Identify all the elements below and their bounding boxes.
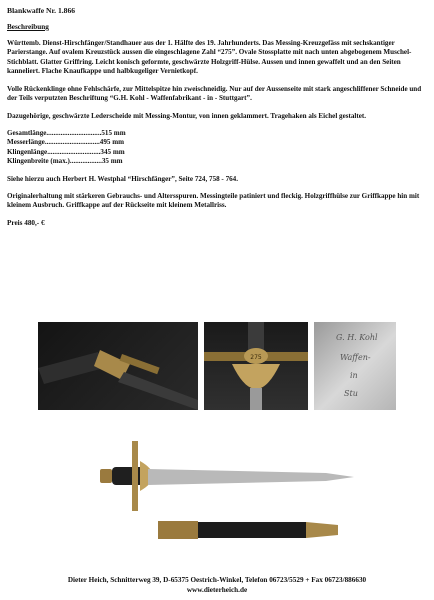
guard-number: 275 — [250, 354, 262, 361]
dimension-total-length: Gesamtlänge...............................515 mm — [7, 128, 126, 137]
dimension-knife-length: Messerlänge...............................495 mm — [7, 138, 125, 147]
blade-shape — [148, 469, 354, 485]
grip-detail-shape — [248, 322, 264, 352]
blade-root-shape — [250, 388, 262, 410]
description-page — [7, 6, 427, 227]
dimensions-list — [7, 129, 427, 167]
item-title: Blankwaffe Nr. 1.866 — [7, 6, 76, 15]
photo-gallery — [38, 322, 396, 570]
scabbard-chape-shape — [306, 522, 338, 538]
scabbard-throat-shape — [158, 521, 198, 539]
scabbard-shape — [118, 372, 198, 410]
crossguard-full-shape — [132, 441, 138, 511]
photo-guard-detail — [204, 322, 308, 410]
dimension-blade-length: Klingenlänge..............................345 mm — [7, 147, 125, 156]
photo-full-sword — [98, 417, 356, 567]
pommel-shape — [100, 469, 112, 483]
grip-shape — [38, 352, 104, 384]
full-sword-illustration — [98, 417, 356, 567]
inscription-line-3: in — [350, 371, 358, 380]
inscription-line-4: Stu — [344, 389, 358, 398]
photo-hilt-overview — [38, 322, 198, 410]
condition-text: Originalerhaltung mit stärkeren Gebrauchs- und Altersspuren. Messingteile patiniert und fleckig. Holzgriffhülse zur Griffkappe hin mit kleinem Ausbruch. Griffkappe auf der Rückseite mit kleinem Metallriss. — [7, 192, 420, 210]
hilt-overview-illustration — [38, 322, 198, 410]
shell-guard-shape — [232, 364, 280, 389]
inscription-line-2: Waffen- — [340, 353, 371, 362]
scabbard-body-shape — [198, 522, 306, 538]
description-paragraph-1: Württemb. Dienst-Hirschfänger/Standhauer aus der 1. Hälfte des 19. Jahrhunderts. Das Messing-Kreuzgefäss mit sechskantiger Parierstange. Auf ovalem Kreuzstück aussen die eingeschlagene Zahl “275”. Ovale Stossplatte mit nach unten abgebogenem Muschel-Stichblatt. Glatter Griffring. Leicht konisch geformte, geschwärzte Holzgriff-Hülse. Aussen und innen gewaffelt und an den Seiten kanneliert. Flache Knaufkappe und halbkugeliger Vernietkopf. — [7, 39, 412, 76]
reference-text: Siehe hierzu auch Herbert H. Westphal “Hirschfänger”, Seite 724, 758 - 764. — [7, 174, 238, 183]
footer-address: Dieter Heich, Schnitterweg 39, D-65375 Oestrich-Winkel, Telefon 06723/5529 + Fax 06723/886630 — [67, 576, 367, 584]
dimension-blade-width: Klingenbreite (max.)..................35 mm — [7, 157, 123, 166]
guard-detail-illustration — [204, 322, 308, 410]
inscription-line-1: G. H. Kohl — [336, 333, 378, 342]
inscription-illustration — [314, 322, 396, 410]
description-paragraph-3: Dazugehörige, geschwärzte Lederscheide mit Messing-Montur, von innen geklammert. Tragehaken als Eichel gestaltet. — [7, 111, 367, 120]
section-heading: Beschreibung — [7, 23, 49, 31]
price: Preis 480,- € — [7, 218, 45, 227]
footer-website[interactable]: www.dieterheich.de — [186, 586, 248, 594]
photo-inscription — [314, 322, 396, 410]
description-paragraph-2: Volle Rückenklinge ohne Fehlschärfe, zur Mittelspitze hin zweischneidig. Nur auf der Aussenseite mit stark angeschliffener Schneide und der Teils verputzten Beschriftung “G.H. Kohl - Waffenfabrikant - in - Stuttgart”. — [7, 84, 422, 103]
